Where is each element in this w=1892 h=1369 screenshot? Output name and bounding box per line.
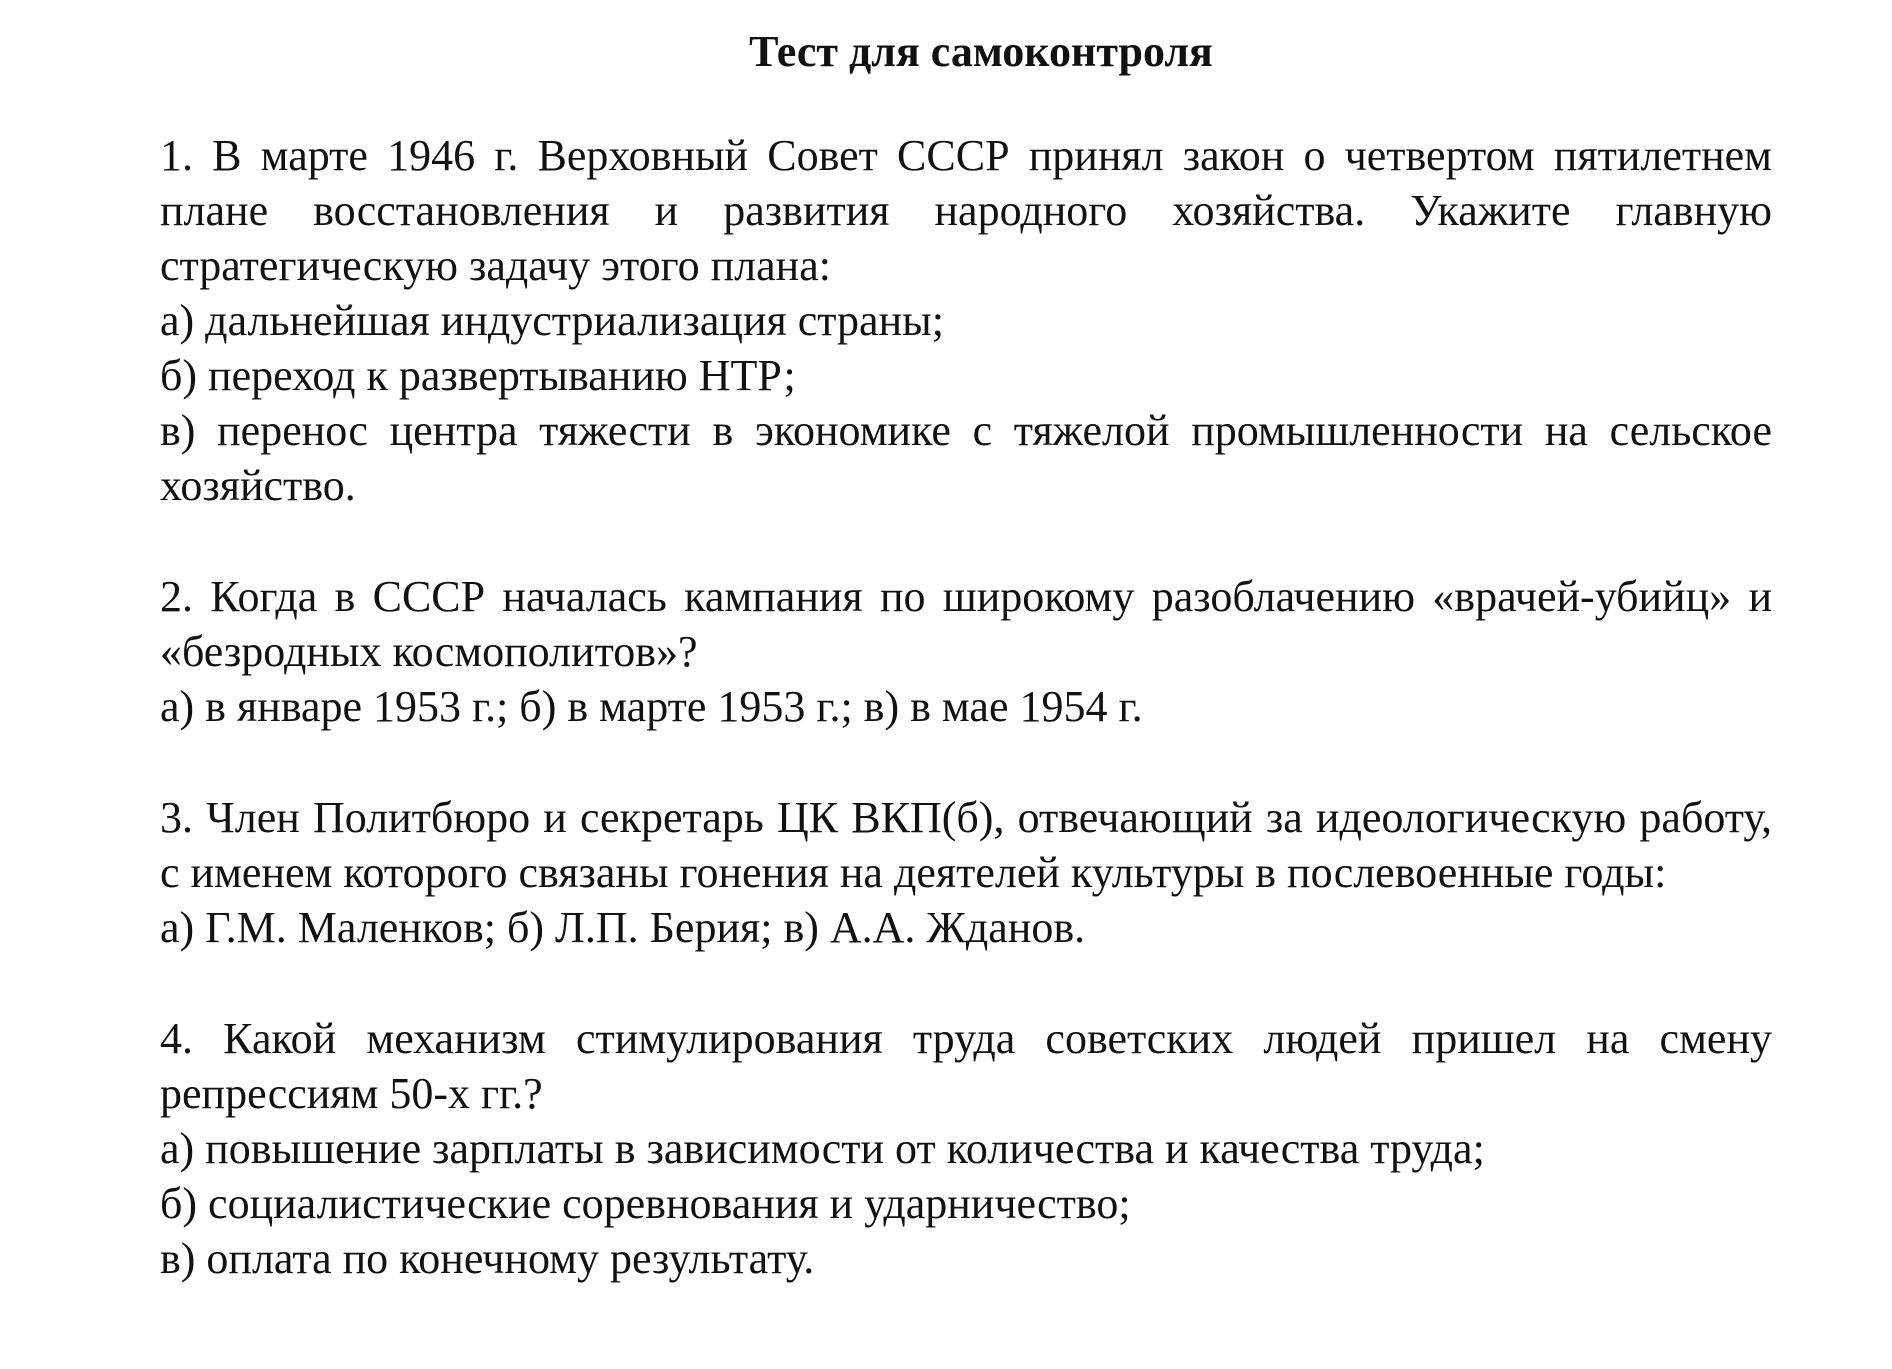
answer-option-b: б) социалистические соревнования и ударничество; [160, 1179, 1131, 1228]
answer-options-inline: а) в январе 1953 г.; б) в марте 1953 г.; в) в мае 1954 г. [160, 682, 1143, 731]
question-text: 3. Член Политбюро и секретарь ЦК ВКП(б), отвечающий за идеологическую работу, с именем которого связаны гонения на деятелей культуры в послевоенные годы: [160, 793, 1772, 897]
question-text: 1. В марте 1946 г. Верховный Совет СССР принял закон о четвертом пятилетнем плане восстановления и развития народного хозяйства. Укажите главную стратегическую задачу этого плана: [160, 131, 1772, 290]
answer-option-c: в) перенос центра тяжести в экономике с тяжелой промышленности на сельское хозяйство. [160, 406, 1772, 510]
answer-option-b: б) переход к развертыванию НТР; [160, 351, 796, 400]
question-text: 4. Какой механизм стимулирования труда советских людей пришел на смену репрессиям 50-х гг.? [160, 1014, 1772, 1118]
question-text: 2. Когда в СССР началась кампания по широкому разоблачению «врачей-убийц» и «безродных космополитов»? [160, 572, 1772, 676]
answer-option-c: в) оплата по конечному результату. [160, 1234, 815, 1283]
answer-option-a: а) дальнейшая индустриализация страны; [160, 296, 944, 345]
question-3 [160, 790, 1772, 955]
answer-option-a: а) повышение зарплаты в зависимости от количества и качества труда; [160, 1124, 1485, 1173]
question-4 [160, 1011, 1772, 1286]
question-2 [160, 569, 1772, 734]
question-1 [160, 128, 1772, 513]
page-title: Тест для самоконтроля [749, 27, 1213, 76]
answer-options-inline: а) Г.М. Маленков; б) Л.П. Берия; в) А.А. Жданов. [160, 903, 1086, 952]
document-page [160, 22, 1772, 1342]
